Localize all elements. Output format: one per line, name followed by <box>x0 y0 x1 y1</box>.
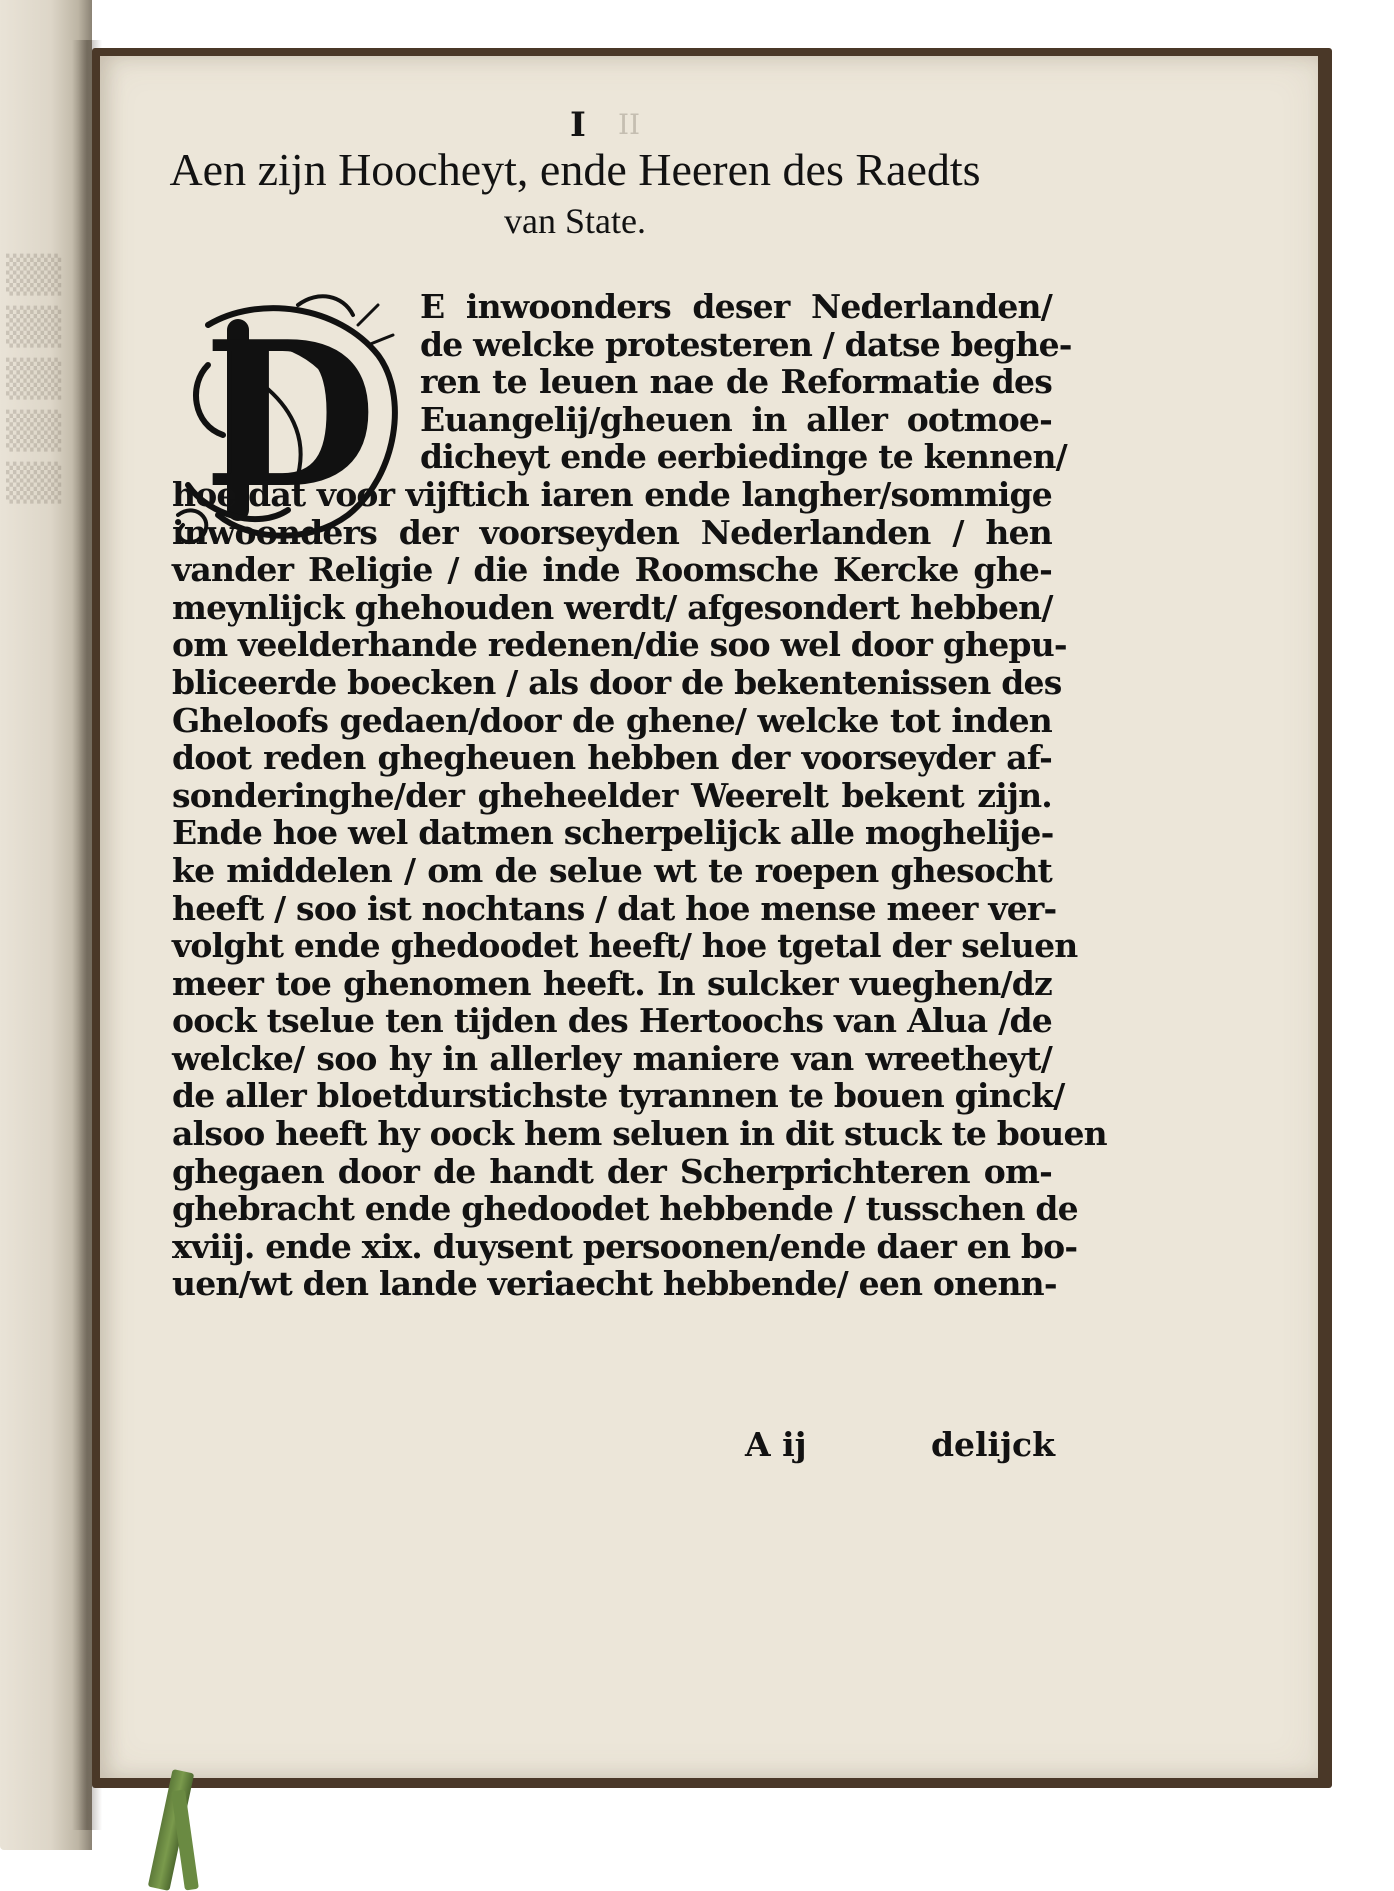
heading-line-1: Aen zijn Hoocheyt, ende Heeren des Raedts <box>169 144 981 195</box>
text-line: sonderinghe/der gheheelder Weerelt bekent zijn. <box>172 775 1052 815</box>
signature-a-ij: A ij <box>745 1425 807 1464</box>
text-line: meynlijck ghehouden werdt/ afgesondert hebben/ <box>172 587 1053 627</box>
text-line: heeft / soo ist nochtans / dat hoe mense meer ver- <box>172 888 1057 928</box>
text-line: welcke/ soo hy in allerley maniere van wreetheyt/ <box>172 1038 1052 1078</box>
text-line: ren te leuen nae de Reformatie des <box>420 362 1052 402</box>
body-text <box>172 287 1107 1304</box>
text-line: xviij. ende xix. duysent persoonen/ende daer en bo- <box>172 1226 1078 1266</box>
text-line: ghebracht ende ghedoodet hebbende / tusschen de <box>172 1189 1078 1229</box>
text-line: volght ende ghedoodet heeft/ hoe tgetal der seluen <box>172 926 1078 966</box>
text-line: E inwoonders deser Nederlanden/ <box>420 287 1052 326</box>
text-line: ghegaen door de handt der Scherprichteren om- <box>172 1151 1052 1191</box>
text-line: om veelderhande redenen/die soo wel door ghepu- <box>172 625 1067 665</box>
heading-line-2: van State. <box>504 201 646 241</box>
text-line: de aller bloetdurstichste tyrannen te bouen ginck/ <box>172 1076 1065 1116</box>
text-line: Ende hoe wel datmen scherpelijck alle moghelije- <box>172 813 1054 853</box>
text-line: inwoonders der voorseyden Nederlanden / hen <box>172 512 1052 552</box>
text-line: meer toe ghenomen heeft. In sulcker vueghen/dz <box>172 963 1052 1003</box>
text-line: Euangelij/gheuen in aller ootmoe- <box>420 399 1052 439</box>
text-line: de welcke protesteren / datse beghe- <box>420 324 1072 364</box>
text-line: hoe dat voor vijftich iaren ende langher/sommige <box>172 474 1052 514</box>
text-line: dicheyt ende eerbiedinge te kennen/ <box>420 437 1067 477</box>
left-page-show-through: ▒▒ ▒▒ ▒▒ ▒▒ ▒▒ <box>6 255 62 504</box>
text-line: bliceerde boecken / als door de bekentenissen des <box>172 662 1062 702</box>
text-line: oock tselue ten tijden des Hertoochs van Alua /de <box>172 1001 1052 1041</box>
show-through-mark: II <box>618 108 641 141</box>
text-line: ke middelen / om de selue wt te roepen ghesocht <box>172 850 1052 890</box>
text-line: alsoo heeft hy oock hem seluen in dit stuck te bouen <box>172 1114 1107 1154</box>
signature-mark: I <box>570 105 586 145</box>
text-line: Gheloofs gedaen/door de ghene/ welcke tot inden <box>172 700 1052 740</box>
text-line: doot reden ghegheuen hebben der voorseyder af- <box>172 738 1052 778</box>
text-line: uen/wt den lande veriaecht hebbende/ een onenn- <box>172 1264 1057 1304</box>
page-heading <box>105 140 1045 244</box>
initial-letter-glyph: D <box>203 298 377 533</box>
text-line: vander Religie / die inde Roomsche Kercke ghe- <box>172 550 1052 590</box>
catchword: delijck <box>930 1425 1055 1464</box>
